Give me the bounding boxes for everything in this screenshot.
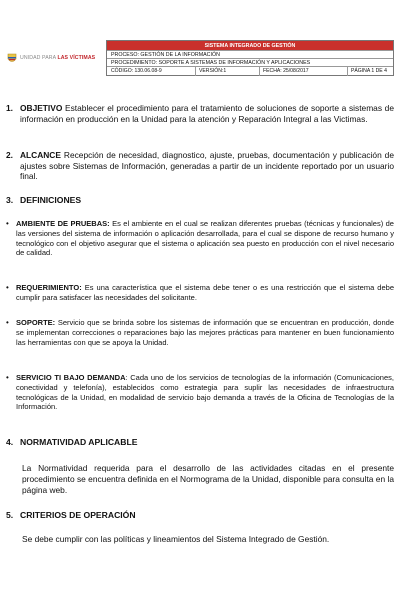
section-number: 4.	[6, 437, 14, 447]
definition-item	[6, 219, 394, 271]
definition-item	[6, 283, 394, 305]
system-title: SISTEMA INTEGRADO DE GESTIÓN	[107, 41, 393, 51]
section-number: 1.	[6, 103, 13, 113]
definition-item	[6, 373, 394, 417]
logo-prefix: UNIDAD PARA	[20, 55, 58, 61]
bullet-icon: •	[6, 318, 9, 327]
section-scope	[6, 150, 394, 184]
bullet-icon: •	[6, 219, 9, 228]
header-table	[106, 40, 394, 76]
date-label: FECHA: 25/08/2017	[263, 68, 309, 74]
definition-body: Servicio que se brinda sobre los sistemas de información que se encuentran en producción, donde se implementan correcciones o reparaciones bajo las mejores prácticas para mantener en buen funcionamiento las herramientas con que se apoya la Unidad.	[16, 318, 394, 347]
procedure-label: PROCEDIMIENTO: SOPORTE A SISTEMAS DE INFORMACIÓN Y APLICACIONES	[107, 59, 393, 67]
definition-term: SOPORTE:	[16, 318, 56, 327]
code-label: CÓDIGO: 130.06.08-9	[111, 68, 162, 74]
section-text	[20, 103, 394, 124]
logo-accent: LAS VÍCTIMAS	[57, 55, 96, 61]
definition-text	[16, 283, 394, 303]
regulations-paragraph: La Normatividad requerida para el desarrollo de las actividades citadas en el presente procedimiento se encuentra definida en el Normograma de la Unidad, disponible para consulta en la página web.	[22, 463, 394, 495]
section-label: ALCANCE	[20, 150, 61, 160]
section-number: 5.	[6, 510, 14, 520]
process-label: PROCESO: GESTIÓN DE LA INFORMACIÓN	[107, 51, 393, 59]
divider	[195, 67, 196, 76]
section-body: Establecer el procedimiento para el tratamiento de soluciones de soporte a sistemas de información en producción en la Unidad para la atención y Reparación Integral a las Victimas.	[20, 103, 394, 124]
bullet-icon: •	[6, 373, 9, 382]
page-label: PÁGINA 1 DE 4	[351, 68, 387, 74]
definition-term: REQUERIMIENTO:	[16, 283, 82, 292]
version-label: VERSIÓN:1	[199, 68, 227, 74]
document-header	[4, 40, 394, 76]
definition-body: : Cada uno de los servicios de tecnologías de la información (Comunicaciones, conectividad y telefonía), establecidos como estrategia para suplir las necesidades de infraestructura tecnológicas de la Unidad, en modalidad de servicio bajo demanda a través de la Oficina de Tecnologías de la Información.	[16, 373, 394, 412]
section-label: OBJETIVO	[20, 103, 63, 113]
divider	[259, 67, 260, 76]
divider	[347, 67, 348, 76]
logo-text	[20, 55, 95, 61]
definition-text	[16, 373, 394, 412]
section-number: 3.	[6, 195, 14, 205]
section-title: CRITERIOS DE OPERACIÓN	[20, 510, 136, 520]
section-body: Recepción de necesidad, diagnostico, ajuste, pruebas, documentación y publicación de ajustes sobre Sistemas de Información, generadas a partir de un incidente reportado por un usuario final.	[20, 150, 394, 182]
section-text	[20, 150, 394, 182]
definition-term: SERVICIO TI BAJO DEMANDA	[16, 373, 126, 382]
definition-text	[16, 219, 394, 258]
criteria-paragraph: Se debe cumplir con las políticas y lineamientos del Sistema Integrado de Gestión.	[22, 534, 330, 544]
definition-body: Es el ambiente en el cual se realizan diferentes pruebas (técnicas y funcionales) de las versiones del sistema de información o aplicación desarrollada, para el cual se dispone de recurso humano y tecnológico con el objetivo asegurar que el sistema o aplicación sea puesto en producción con el nivel necesario de calidad.	[16, 219, 394, 258]
meta-row	[107, 67, 393, 76]
coat-of-arms-icon	[7, 53, 17, 64]
definition-term: AMBIENTE DE PRUEBAS:	[16, 219, 110, 228]
definition-item	[6, 318, 394, 360]
institution-logo	[4, 40, 104, 76]
section-number: 2.	[6, 150, 13, 160]
bullet-icon: •	[6, 283, 9, 292]
definition-body: Es una característica que el sistema debe tener o es una restricción que el sistema debe cumplir para satisfacer las necesidades del solicitante.	[16, 283, 394, 302]
definition-text	[16, 318, 394, 347]
section-title: NORMATIVIDAD APLICABLE	[20, 437, 138, 447]
section-objective	[6, 103, 394, 137]
section-title: DEFINICIONES	[20, 195, 82, 205]
